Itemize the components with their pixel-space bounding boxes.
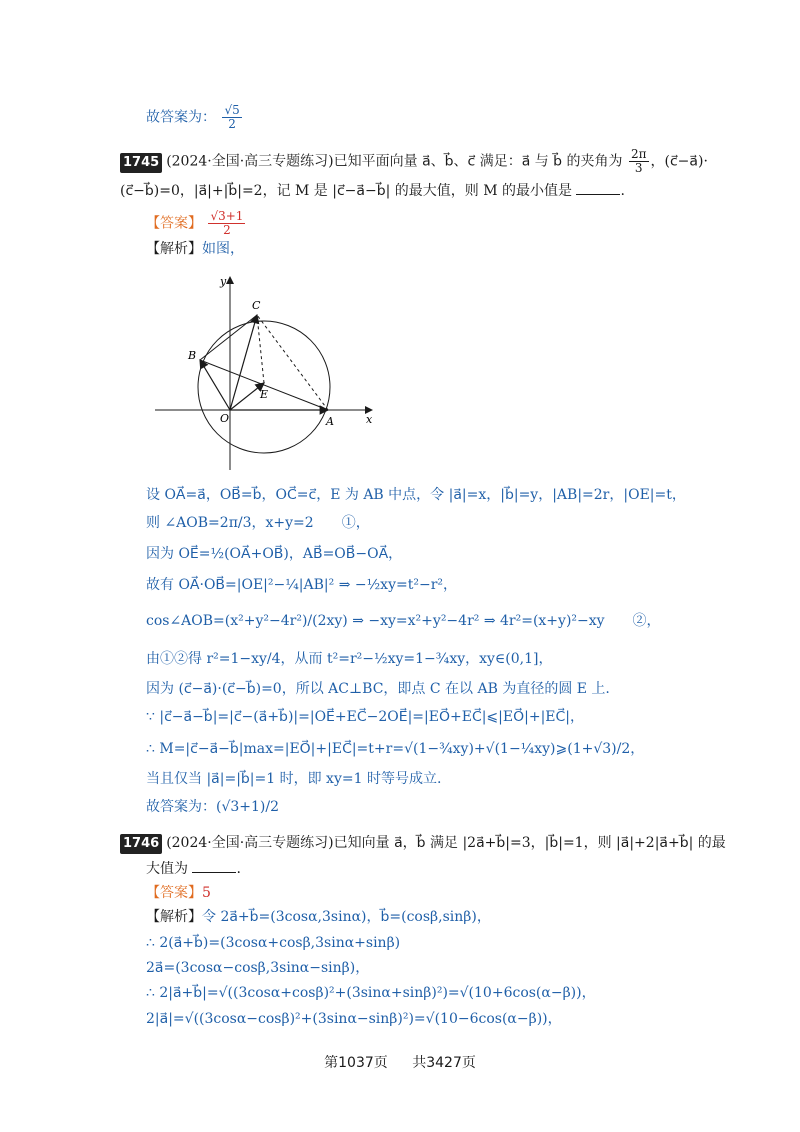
circle-e [198, 321, 330, 453]
page-footer [0, 1052, 800, 1072]
analysis-label: 【解析】 [146, 241, 202, 257]
problem-1745-line1: 1745 (2024·全国·高三专题练习)已知平面向量 a⃗、b⃗、c⃗ 满足：a⃗ 与 b⃗ 的夹角为 $\frac{2\pi}{3}$ ，(c⃗−a⃗)· [120, 148, 708, 175]
vector-oe [230, 383, 264, 410]
step-1745-9: 当且仅当 |a⃗|=|b⃗|=1 时，即 xy=1 时等号成立. [146, 771, 442, 787]
page-number: 第1037页 [324, 1055, 388, 1071]
analysis-label: 【解析】 [146, 909, 202, 925]
step-1745-7: ∵ |c⃗−a⃗−b⃗|=|c⃗−(a⃗+b⃗)|=|OE⃗+EC⃗−2OE⃗|=|EO⃗+EC⃗|⩽|EO⃗|+|EC⃗|， [146, 709, 584, 725]
answer-value: 5 [202, 885, 211, 901]
step-1745-8: ∴ M=|c⃗−a⃗−b⃗|max=|EO⃗|+|EC⃗|=t+r=√(1−¾xy)+√(1−¼xy)⩾(1+√3)/2， [146, 741, 645, 757]
step-1746-2: 2a⃗=(3cosα−cosβ,3sinα−sinβ)， [146, 960, 370, 976]
step-1745-10: 故答案为：(√3+1)/2 [146, 799, 280, 815]
label-c: C [252, 299, 261, 312]
answer-label: 【答案】 [146, 885, 202, 901]
answer-1745 [146, 210, 247, 237]
step-1745-2: 因为 OE⃗=½(OA⃗+OB⃗)，AB⃗=OB⃗−OA⃗， [146, 546, 403, 562]
step-1746-3: ∴ 2|a⃗+b⃗|=√((3cosα+cosβ)²+(3sinα+sinβ)²)=√(10+6cos(α−β))， [146, 985, 596, 1001]
problem-number-badge: 1745 [120, 153, 162, 173]
step-1745-0: 设 OA⃗=a⃗，OB⃗=b⃗，OC⃗=c⃗，E 为 AB 中点，令 |a⃗|=x，|b⃗|=y，|AB|=2r，|OE|=t， [146, 487, 686, 503]
prev-answer-line [146, 104, 244, 131]
answer-value: $\frac{√3+1}{2}$ [210, 209, 244, 237]
step-1745-4: cos∠AOB=(x²+y²−4r²)/(2xy) ⇒ −xy=x²+y²−4r² ⇒ 4r²=(x+y)²−xy ②， [146, 613, 661, 629]
answer-1746 [146, 884, 211, 902]
segment-ec [257, 315, 264, 383]
problem-number-badge: 1746 [120, 834, 162, 854]
step-1745-1: 则 ∠AOB=2π/3，x+y=2 ①， [146, 515, 370, 531]
vector-oc [230, 315, 257, 410]
vector-ob [200, 360, 230, 410]
label-b: B [188, 349, 197, 362]
label-a: A [326, 415, 334, 428]
page-total: 共3427页 [412, 1055, 476, 1071]
problem-1745-line2: (c⃗−b⃗)=0，|a⃗|+|b⃗|=2，记 M 是 |c⃗−a⃗−b⃗| 的最大值，则 M 的最小值是 . [120, 183, 625, 199]
analysis-1745-intro: 【解析】如图， [146, 241, 244, 257]
step-1745-6: 因为 (c⃗−a⃗)·(c⃗−b⃗)=0，所以 AC⊥BC，即点 C 在以 AB 为直径的圆 E 上. [146, 681, 610, 697]
angle-fraction: $\frac{2\pi}{3}$ [630, 147, 647, 175]
label-o: O [220, 412, 230, 425]
answer-fraction: $\frac{√5}{2}$ [224, 103, 240, 131]
analysis-1746-line0: 【解析】令 2a⃗+b⃗=(3cosα,3sinα)，b⃗=(cosβ,sinβ)， [146, 909, 491, 925]
step-1745-5: 由①②得 r²=1−xy/4，从而 t²=r²−½xy=1−¾xy，xy∈(0,1]， [146, 651, 553, 667]
problem-1746-line2: 大值为 . [146, 861, 241, 877]
problem-1746-line1: 1746 (2024·全国·高三专题练习)已知向量 a⃗，b⃗ 满足 |2a⃗+b⃗|=3，|b⃗|=1，则 |a⃗|+2|a⃗+b⃗| 的最 [120, 834, 726, 854]
step-1745-3: 故有 OA⃗·OB⃗=|OE|²−¼|AB|² ⇒ −½xy=t²−r²， [146, 577, 457, 593]
geometry-figure [150, 265, 380, 475]
answer-label: 【答案】 [146, 215, 202, 232]
label-e: E [260, 388, 269, 401]
label-x: x [366, 413, 373, 426]
label-y: y [220, 275, 227, 288]
segment-bc [200, 315, 257, 360]
step-1746-1: ∴ 2(a⃗+b⃗)=(3cosα+cosβ,3sinα+sinβ) [146, 935, 401, 951]
answer-blank [576, 182, 620, 195]
answer-blank [192, 860, 236, 873]
answer-prefix: 故答案为： [146, 109, 216, 126]
step-1746-4: 2|a⃗|=√((3cosα−cosβ)²+(3sinα−sinβ)²)=√(10−6cos(α−β))， [146, 1011, 562, 1027]
